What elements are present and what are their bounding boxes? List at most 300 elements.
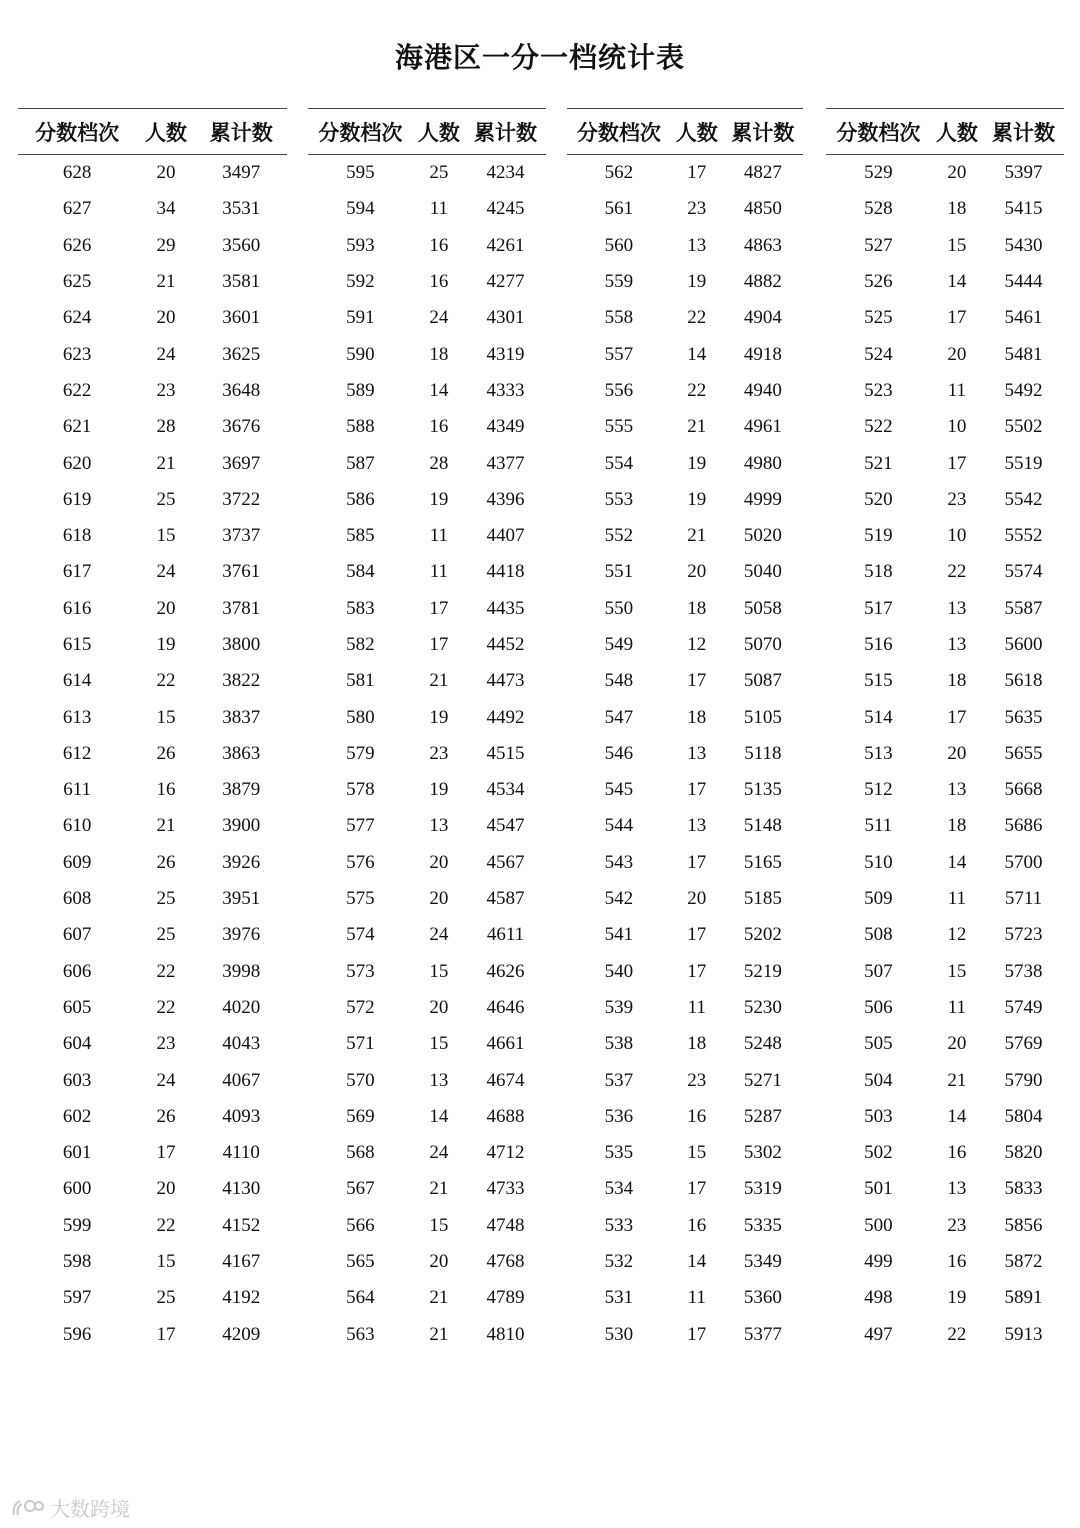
score-level-cell: 541: [604, 924, 634, 946]
score-level-cell: 612: [62, 742, 92, 764]
cumulative-cell: 4377: [486, 452, 525, 474]
score-level-cell: 622: [62, 379, 92, 401]
cumulative-cell: 5118: [744, 742, 782, 764]
cumulative-cell: 5502: [1004, 416, 1043, 438]
score-level-cell: 579: [346, 742, 375, 764]
cumulative-cell: 4904: [743, 307, 782, 329]
cumulative-cell: 5833: [1004, 1178, 1043, 1200]
score-level-cell: 514: [864, 706, 893, 728]
cumulative-cell: 4234: [486, 162, 525, 184]
score-level-cell: 540: [604, 960, 634, 982]
count-cell: 15: [156, 706, 176, 728]
cumulative-cell: 3976: [222, 924, 261, 946]
score-level-cell: 588: [346, 416, 375, 438]
count-cell: 16: [947, 1251, 967, 1273]
cumulative-cell: 5552: [1004, 525, 1043, 547]
header-cumulative: 累计数: [465, 109, 546, 155]
score-level-cell: 508: [864, 924, 893, 946]
score-level-cell: 576: [346, 851, 375, 873]
count-cell: 15: [429, 1214, 449, 1236]
table-row: [826, 917, 1064, 953]
cumulative-cell: 4209: [222, 1323, 261, 1345]
cumulative-cell: 5349: [743, 1251, 782, 1273]
score-level-cell: 558: [604, 307, 634, 329]
count-cell: 14: [947, 1105, 967, 1127]
count-cell: 17: [687, 1178, 707, 1200]
cumulative-cell: 5335: [743, 1214, 782, 1236]
count-cell: 11: [947, 888, 967, 910]
count-cell: 21: [156, 815, 176, 837]
score-level-cell: 545: [604, 779, 634, 801]
count-cell: 20: [156, 597, 176, 619]
table-row: [308, 1099, 546, 1135]
score-level-cell: 562: [604, 162, 634, 184]
table-row: [18, 1171, 287, 1207]
cumulative-cell: 3722: [222, 488, 261, 510]
cumulative-cell: 4646: [486, 996, 525, 1018]
cumulative-cell: 3761: [222, 561, 261, 583]
cumulative-cell: 5655: [1004, 742, 1043, 764]
score-level-cell: 560: [604, 234, 634, 256]
table-row: [308, 409, 546, 445]
count-cell: 22: [156, 996, 176, 1018]
cumulative-cell: 4789: [486, 1287, 525, 1309]
cumulative-cell: 3497: [222, 162, 261, 184]
table-header-row: [18, 109, 287, 155]
table-row: [826, 845, 1064, 881]
cumulative-cell: 4850: [743, 198, 782, 220]
table-row: [567, 191, 803, 227]
header-score-level: 分数档次: [308, 109, 413, 155]
score-level-cell: 587: [346, 452, 375, 474]
count-cell: 18: [429, 343, 449, 365]
score-level-cell: 615: [62, 634, 92, 655]
score-level-cell: 590: [346, 343, 375, 365]
table-row: [308, 881, 546, 917]
cumulative-cell: 4396: [486, 488, 525, 510]
score-level-cell: 582: [346, 634, 375, 655]
score-level-cell: 578: [346, 779, 375, 801]
count-cell: 20: [429, 888, 449, 910]
cumulative-cell: 4999: [743, 488, 782, 510]
count-cell: 29: [156, 234, 176, 256]
table-row: [308, 1317, 546, 1353]
cumulative-cell: 3822: [222, 670, 261, 692]
header-count: 人数: [671, 109, 723, 155]
score-level-cell: 551: [604, 561, 634, 583]
cumulative-cell: 5700: [1004, 851, 1043, 873]
table-row: [18, 228, 287, 264]
score-table: [567, 109, 803, 1353]
score-level-cell: 509: [864, 888, 893, 910]
table-row: [18, 1317, 287, 1353]
count-cell: 24: [429, 307, 449, 329]
score-level-cell: 502: [864, 1142, 893, 1164]
table-row: [308, 482, 546, 518]
count-cell: 21: [156, 271, 176, 293]
count-cell: 13: [687, 234, 707, 256]
score-level-cell: 575: [346, 888, 375, 910]
score-level-cell: 528: [864, 198, 893, 220]
count-cell: 34: [156, 198, 176, 220]
table-row: [308, 1244, 546, 1280]
table-row: [567, 409, 803, 445]
cumulative-cell: 5058: [743, 597, 782, 619]
table-row: [18, 699, 287, 735]
score-level-cell: 546: [604, 742, 634, 764]
count-cell: 28: [156, 416, 176, 438]
cumulative-cell: 4587: [486, 888, 525, 910]
table-row: [567, 1135, 803, 1171]
count-cell: 21: [429, 1178, 449, 1200]
count-cell: 10: [947, 525, 967, 547]
cumulative-cell: 4611: [486, 924, 525, 946]
score-level-cell: 601: [62, 1142, 92, 1164]
table-row: [567, 917, 803, 953]
cumulative-cell: 5872: [1004, 1251, 1043, 1273]
cumulative-cell: 4418: [486, 561, 525, 583]
cumulative-cell: 3581: [222, 271, 261, 293]
cumulative-cell: 5913: [1004, 1323, 1043, 1345]
cumulative-cell: 4661: [486, 1033, 525, 1055]
cumulative-cell: 5020: [743, 525, 782, 547]
table-row: [18, 881, 287, 917]
score-table-block-3: [567, 108, 803, 1353]
watermark: [10, 1493, 130, 1522]
count-cell: 22: [156, 670, 176, 692]
cumulative-cell: 5070: [743, 634, 782, 655]
count-cell: 26: [156, 1105, 176, 1127]
score-level-cell: 572: [346, 996, 375, 1018]
count-cell: 11: [429, 525, 449, 547]
table-row: [826, 1171, 1064, 1207]
table-row: [826, 954, 1064, 990]
table-row: [567, 300, 803, 336]
table-row: [308, 300, 546, 336]
score-level-cell: 595: [346, 162, 375, 184]
table-row: [826, 990, 1064, 1026]
table-row: [18, 808, 287, 844]
score-level-cell: 563: [346, 1323, 375, 1345]
count-cell: 11: [947, 379, 967, 401]
count-cell: 20: [687, 888, 707, 910]
score-level-cell: 596: [62, 1323, 92, 1345]
count-cell: 21: [429, 1287, 449, 1309]
table-row: [567, 373, 803, 409]
score-level-cell: 532: [604, 1251, 634, 1273]
count-cell: 17: [687, 1323, 707, 1345]
score-level-cell: 536: [604, 1105, 634, 1127]
table-row: [308, 191, 546, 227]
table-row: [567, 591, 803, 627]
cumulative-cell: 4020: [222, 996, 261, 1018]
score-level-cell: 535: [604, 1142, 634, 1164]
count-cell: 16: [947, 1142, 967, 1164]
cumulative-cell: 4333: [486, 379, 525, 401]
score-level-cell: 561: [604, 198, 634, 220]
cumulative-cell: 5302: [743, 1142, 782, 1164]
table-row: [826, 191, 1064, 227]
count-cell: 16: [429, 416, 449, 438]
score-table: [308, 109, 546, 1353]
score-level-cell: 564: [346, 1287, 375, 1309]
score-level-cell: 566: [346, 1214, 375, 1236]
score-level-cell: 521: [864, 452, 893, 474]
score-level-cell: 607: [62, 924, 92, 946]
count-cell: 17: [687, 851, 707, 873]
table-row: [567, 627, 803, 663]
cumulative-cell: 5749: [1004, 996, 1043, 1018]
table-row: [308, 808, 546, 844]
score-level-cell: 605: [62, 996, 92, 1018]
cumulative-cell: 5600: [1004, 634, 1043, 655]
count-cell: 15: [156, 1251, 176, 1273]
cumulative-cell: 5040: [743, 561, 782, 583]
count-cell: 19: [429, 779, 449, 801]
watermark-logo-icon: [10, 1497, 44, 1519]
count-cell: 24: [156, 343, 176, 365]
cumulative-cell: 5202: [743, 924, 782, 946]
count-cell: 24: [156, 1069, 176, 1091]
count-cell: 13: [947, 597, 967, 619]
table-row: [18, 155, 287, 192]
score-level-cell: 620: [62, 452, 92, 474]
cumulative-cell: 4733: [486, 1178, 525, 1200]
score-level-cell: 602: [62, 1105, 92, 1127]
cumulative-cell: 5820: [1004, 1142, 1043, 1164]
count-cell: 23: [156, 379, 176, 401]
count-cell: 13: [687, 815, 707, 837]
count-cell: 21: [156, 452, 176, 474]
score-level-cell: 556: [604, 379, 634, 401]
count-cell: 19: [156, 634, 176, 655]
cumulative-cell: 5804: [1004, 1105, 1043, 1127]
cumulative-cell: 5574: [1004, 561, 1043, 583]
score-level-cell: 504: [864, 1069, 893, 1091]
count-cell: 12: [687, 634, 707, 655]
cumulative-cell: 3697: [222, 452, 261, 474]
score-level-cell: 586: [346, 488, 375, 510]
score-level-cell: 552: [604, 525, 634, 547]
cumulative-cell: 4192: [222, 1287, 261, 1309]
count-cell: 17: [687, 162, 707, 184]
table-row: [826, 554, 1064, 590]
count-cell: 21: [947, 1069, 967, 1091]
table-row: [826, 373, 1064, 409]
cumulative-cell: 4961: [743, 416, 782, 438]
count-cell: 19: [687, 271, 707, 293]
cumulative-cell: 5891: [1004, 1287, 1043, 1309]
cumulative-cell: 4626: [486, 960, 525, 982]
score-level-cell: 604: [62, 1033, 92, 1055]
score-level-cell: 505: [864, 1033, 893, 1055]
table-row: [567, 1062, 803, 1098]
count-cell: 20: [947, 162, 967, 184]
cumulative-cell: 4301: [486, 307, 525, 329]
count-cell: 20: [947, 343, 967, 365]
table-row: [826, 1244, 1064, 1280]
header-score-level: 分数档次: [567, 109, 671, 155]
table-row: [18, 191, 287, 227]
score-level-cell: 617: [62, 561, 92, 583]
score-table-block-4: [826, 108, 1064, 1353]
score-level-cell: 624: [62, 307, 92, 329]
count-cell: 15: [687, 1142, 707, 1164]
score-level-cell: 547: [604, 706, 634, 728]
table-header-row: [308, 109, 546, 155]
count-cell: 17: [156, 1142, 176, 1164]
table-row: [826, 699, 1064, 735]
score-level-cell: 529: [864, 162, 893, 184]
table-row: [567, 1280, 803, 1316]
count-cell: 20: [947, 742, 967, 764]
count-cell: 17: [687, 960, 707, 982]
table-row: [826, 1208, 1064, 1244]
count-cell: 25: [156, 488, 176, 510]
score-level-cell: 613: [62, 706, 92, 728]
cumulative-cell: 3900: [222, 815, 261, 837]
table-row: [308, 772, 546, 808]
count-cell: 11: [429, 561, 449, 583]
cumulative-cell: 5287: [743, 1105, 782, 1127]
header-score-level: 分数档次: [826, 109, 931, 155]
score-level-cell: 593: [346, 234, 375, 256]
count-cell: 17: [687, 779, 707, 801]
score-level-cell: 548: [604, 670, 634, 692]
table-row: [308, 990, 546, 1026]
count-cell: 24: [429, 924, 449, 946]
table-row: [18, 482, 287, 518]
cumulative-cell: 3998: [222, 960, 261, 982]
score-level-cell: 603: [62, 1069, 92, 1091]
count-cell: 23: [947, 488, 967, 510]
table-row: [826, 772, 1064, 808]
table-row: [567, 736, 803, 772]
score-level-cell: 527: [864, 234, 893, 256]
table-row: [18, 373, 287, 409]
count-cell: 20: [156, 1178, 176, 1200]
score-level-cell: 583: [346, 597, 375, 619]
count-cell: 14: [947, 851, 967, 873]
header-count: 人数: [136, 109, 195, 155]
cumulative-cell: 3951: [222, 888, 261, 910]
table-row: [308, 845, 546, 881]
table-row: [826, 300, 1064, 336]
cumulative-cell: 4130: [222, 1178, 261, 1200]
cumulative-cell: 4435: [486, 597, 525, 619]
score-level-cell: 554: [604, 452, 634, 474]
table-row: [826, 336, 1064, 372]
score-level-cell: 618: [62, 525, 92, 547]
count-cell: 17: [429, 634, 449, 655]
score-level-cell: 614: [62, 670, 92, 692]
watermark-text: 大数跨境: [50, 1497, 130, 1521]
score-level-cell: 526: [864, 271, 893, 293]
cumulative-cell: 3531: [222, 198, 261, 220]
cumulative-cell: 4827: [743, 162, 782, 184]
table-row: [826, 518, 1064, 554]
count-cell: 22: [687, 307, 707, 329]
table-row: [308, 445, 546, 481]
count-cell: 20: [156, 307, 176, 329]
table-header-row: [826, 109, 1064, 155]
table-row: [308, 663, 546, 699]
cumulative-cell: 4261: [486, 234, 525, 256]
table-row: [567, 1171, 803, 1207]
count-cell: 22: [156, 1214, 176, 1236]
table-row: [18, 1062, 287, 1098]
score-level-cell: 531: [604, 1287, 634, 1309]
count-cell: 26: [156, 851, 176, 873]
table-row: [826, 881, 1064, 917]
header-cumulative: 累计数: [196, 109, 287, 155]
score-table: [826, 109, 1064, 1353]
score-level-cell: 525: [864, 307, 893, 329]
cumulative-cell: 4245: [486, 198, 525, 220]
table-row: [18, 300, 287, 336]
cumulative-cell: 5319: [743, 1178, 782, 1200]
count-cell: 20: [429, 851, 449, 873]
cumulative-cell: 4567: [486, 851, 525, 873]
table-row: [18, 917, 287, 953]
count-cell: 15: [947, 234, 967, 256]
cumulative-cell: 3625: [222, 343, 261, 365]
score-level-cell: 565: [346, 1251, 375, 1273]
count-cell: 23: [156, 1033, 176, 1055]
count-cell: 17: [947, 452, 967, 474]
table-row: [18, 554, 287, 590]
count-cell: 14: [429, 1105, 449, 1127]
count-cell: 25: [429, 162, 449, 184]
count-cell: 23: [947, 1214, 967, 1236]
score-level-cell: 611: [63, 779, 92, 801]
table-row: [567, 482, 803, 518]
count-cell: 25: [156, 924, 176, 946]
count-cell: 20: [429, 996, 449, 1018]
cumulative-cell: 3837: [222, 706, 261, 728]
table-row: [308, 591, 546, 627]
cumulative-cell: 5686: [1004, 815, 1043, 837]
table-row: [308, 1062, 546, 1098]
table-row: [18, 772, 287, 808]
score-level-cell: 537: [604, 1069, 634, 1091]
score-level-cell: 571: [346, 1033, 375, 1055]
count-cell: 23: [429, 742, 449, 764]
score-level-cell: 574: [346, 924, 375, 946]
score-level-cell: 524: [864, 343, 893, 365]
cumulative-cell: 5618: [1004, 670, 1043, 692]
table-row: [826, 736, 1064, 772]
table-row: [308, 554, 546, 590]
count-cell: 19: [429, 488, 449, 510]
count-cell: 25: [156, 888, 176, 910]
table-row: [826, 1026, 1064, 1062]
cumulative-cell: 5105: [743, 706, 782, 728]
count-cell: 12: [947, 924, 967, 946]
table-row: [18, 736, 287, 772]
count-cell: 14: [687, 343, 707, 365]
score-table: [18, 109, 287, 1353]
table-row: [18, 1280, 287, 1316]
table-row: [18, 1244, 287, 1280]
score-level-cell: 594: [346, 198, 375, 220]
table-row: [567, 264, 803, 300]
cumulative-cell: 5219: [743, 960, 782, 982]
score-level-cell: 569: [346, 1105, 375, 1127]
table-row: [826, 591, 1064, 627]
table-row: [567, 663, 803, 699]
table-row: [18, 409, 287, 445]
